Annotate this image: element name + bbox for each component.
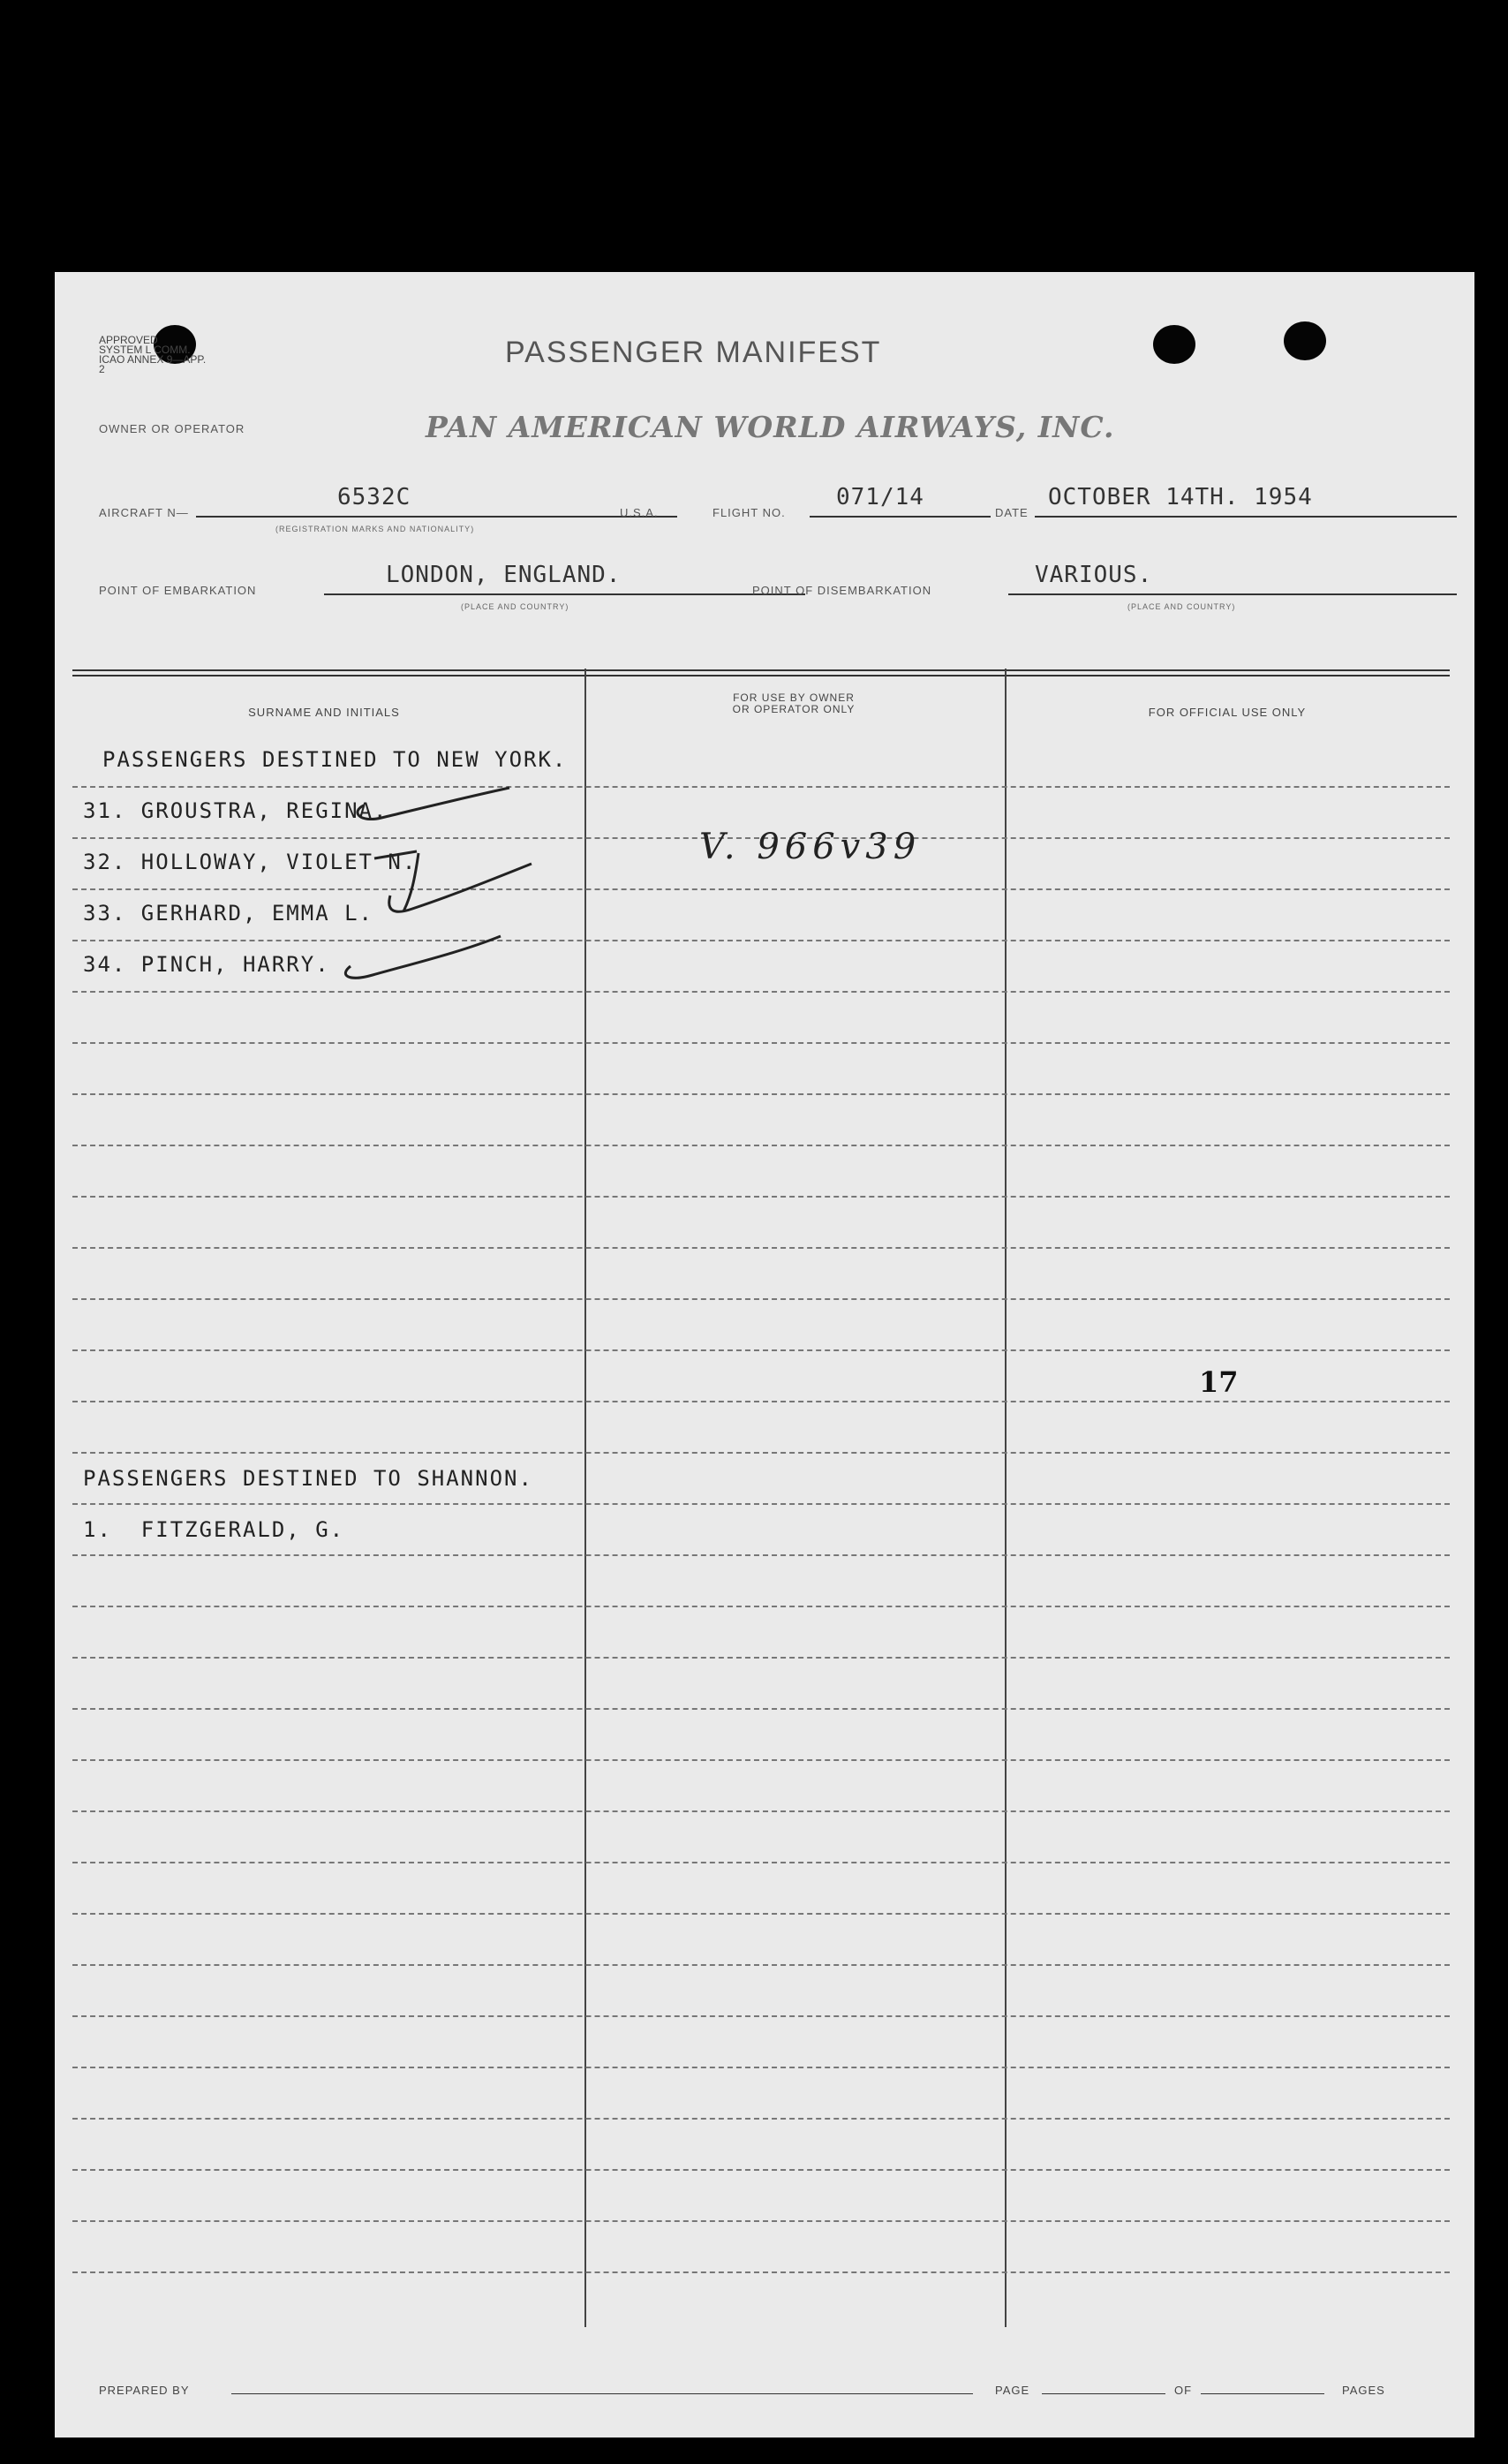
date-label: DATE xyxy=(995,506,1029,519)
flight-underline xyxy=(810,516,991,518)
row-rule xyxy=(72,1810,1450,1812)
aircraft-value: 6532C xyxy=(337,484,411,510)
row-rule xyxy=(72,1145,1450,1146)
column-divider xyxy=(1005,669,1007,2327)
disembark-label: POINT OF DISEMBARKATION xyxy=(752,584,932,597)
column-header-official: FOR OFFICIAL USE ONLY xyxy=(1148,706,1307,719)
approval-line: ICAO ANNEX 9—APP. 2 xyxy=(99,353,207,375)
handwritten-checkmarks xyxy=(320,763,602,993)
row-rule xyxy=(72,2169,1450,2171)
punch-hole xyxy=(1284,321,1326,360)
row-rule xyxy=(72,1606,1450,1607)
prepared-by-label: PREPARED BY xyxy=(99,2384,190,2397)
row-rule xyxy=(72,1862,1450,1863)
column-header-surname: SURNAME AND INITIALS xyxy=(248,706,400,719)
passenger-row: 31. GROUSTRA, REGINA. xyxy=(83,798,388,823)
prepared-by-line xyxy=(231,2393,973,2394)
row-rule xyxy=(72,786,1450,788)
row-rule xyxy=(72,1298,1450,1300)
form-title: PASSENGER MANIFEST xyxy=(505,336,882,369)
passenger-row: 34. PINCH, HARRY. xyxy=(83,952,330,977)
approval-line: APPROVED xyxy=(99,334,158,346)
row-rule xyxy=(72,1042,1450,1044)
row-rule xyxy=(72,1503,1450,1505)
row-rule xyxy=(72,2067,1450,2068)
row-rule xyxy=(72,1452,1450,1454)
row-rule xyxy=(72,2220,1450,2222)
row-rule xyxy=(72,2118,1450,2120)
approval-notice xyxy=(99,336,214,374)
row-rule xyxy=(72,2271,1450,2273)
passenger-row: 32. HOLLOWAY, VIOLET N. xyxy=(83,850,418,874)
punch-hole xyxy=(1153,325,1195,364)
date-underline xyxy=(1035,516,1457,518)
row-rule xyxy=(72,991,1450,993)
pages-label: PAGES xyxy=(1342,2384,1385,2397)
section-header-new-york: PASSENGERS DESTINED TO NEW YORK. xyxy=(102,747,568,772)
column-header-owner-line: FOR USE BY OWNER xyxy=(733,692,855,704)
page-line xyxy=(1042,2393,1165,2394)
flight-value: 071/14 xyxy=(836,484,924,510)
row-rule xyxy=(72,940,1450,941)
embark-label: POINT OF EMBARKATION xyxy=(99,584,257,597)
usa-label: U.S.A. xyxy=(620,506,659,519)
manifest-sheet xyxy=(55,272,1474,2438)
aircraft-underline xyxy=(196,516,677,518)
embark-sub: (PLACE AND COUNTRY) xyxy=(461,602,569,611)
page-label: PAGE xyxy=(995,2384,1030,2397)
row-rule xyxy=(72,1093,1450,1095)
row-rule xyxy=(72,1657,1450,1659)
date-value: OCTOBER 14TH. 1954 xyxy=(1048,484,1313,510)
row-rule xyxy=(72,1708,1450,1710)
passenger-row: 33. GERHARD, EMMA L. xyxy=(83,901,373,926)
row-rule xyxy=(72,1964,1450,1966)
row-rule xyxy=(72,1554,1450,1556)
of-line xyxy=(1201,2393,1324,2394)
section-header-shannon: PASSENGERS DESTINED TO SHANNON. xyxy=(83,1466,533,1491)
operator-name: PAN AMERICAN WORLD AIRWAYS, INC. xyxy=(426,410,1115,444)
aircraft-label: AIRCRAFT N— xyxy=(99,506,189,519)
flight-label: FLIGHT NO. xyxy=(713,506,786,519)
disembark-underline xyxy=(1008,593,1457,595)
column-header-owner-line: OR OPERATOR ONLY xyxy=(732,703,856,715)
official-number: 17 xyxy=(1199,1365,1239,1399)
row-rule xyxy=(72,1913,1450,1915)
embark-underline xyxy=(324,593,805,595)
row-rule xyxy=(72,1247,1450,1249)
row-rule xyxy=(72,1401,1450,1402)
row-rule xyxy=(72,2015,1450,2017)
approval-line: SYSTEM L COMM. xyxy=(99,344,191,356)
disembark-value: VARIOUS. xyxy=(1035,562,1153,588)
row-rule xyxy=(72,888,1450,890)
row-rule xyxy=(72,1196,1450,1198)
aircraft-sub: (REGISTRATION MARKS AND NATIONALITY) xyxy=(275,525,475,533)
handwritten-note: V. 966v39 xyxy=(699,827,922,867)
row-rule xyxy=(72,1759,1450,1761)
row-rule xyxy=(72,1349,1450,1351)
embark-value: LONDON, ENGLAND. xyxy=(386,562,622,588)
owner-label: OWNER OR OPERATOR xyxy=(99,422,245,435)
disembark-sub: (PLACE AND COUNTRY) xyxy=(1127,602,1236,611)
passenger-row: 1. FITZGERALD, G. xyxy=(83,1517,345,1542)
of-label: OF xyxy=(1174,2384,1193,2397)
